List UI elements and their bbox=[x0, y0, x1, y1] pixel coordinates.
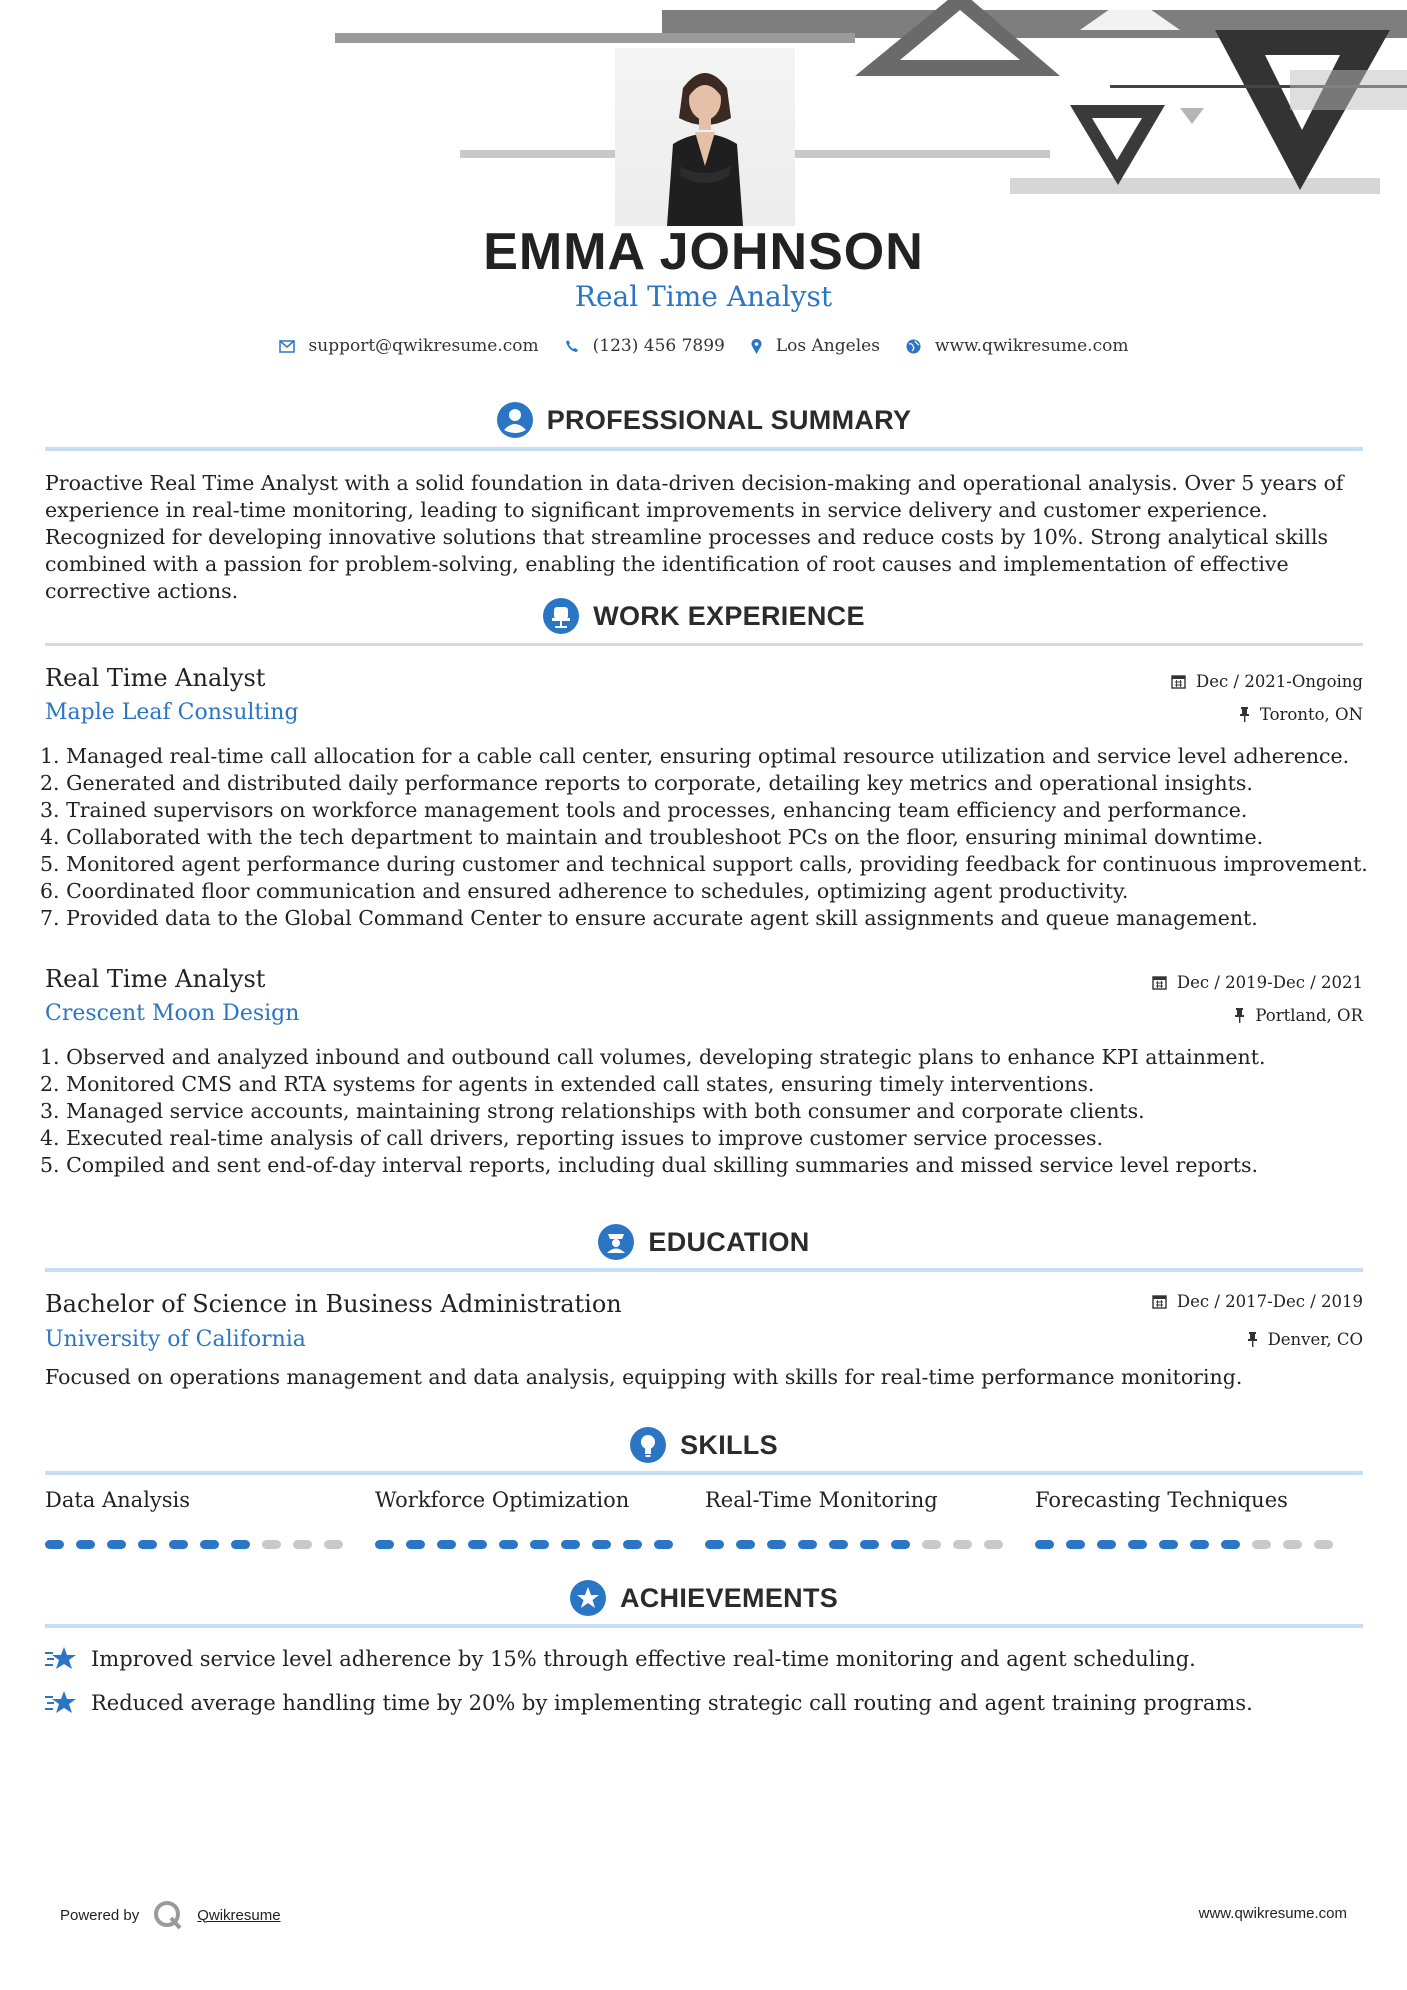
globe-icon bbox=[906, 339, 921, 354]
job-1-bullets bbox=[40, 743, 1370, 932]
list-item: 3. Managed service accounts, maintaining strong relationships with both consumer and corporate clients. bbox=[40, 1099, 1145, 1123]
list-item: 5. Compiled and sent end-of-day interval reports, including dual skilling summaries and missed service level reports. bbox=[40, 1153, 1258, 1177]
achievements-rule bbox=[45, 1624, 1363, 1628]
skill-level bbox=[45, 1540, 375, 1549]
skill-dot-filled bbox=[736, 1540, 755, 1549]
skill-dot-filled bbox=[138, 1540, 157, 1549]
skill-dot-filled bbox=[891, 1540, 910, 1549]
star-badge-icon bbox=[570, 1580, 606, 1616]
achievement-item: Improved service level adherence by 15% through effective real-time monitoring and agent scheduling. bbox=[45, 1645, 1196, 1673]
pin-icon bbox=[1247, 1332, 1258, 1347]
education-heading: EDUCATION bbox=[45, 1224, 1363, 1260]
skill-dot-filled bbox=[1035, 1540, 1054, 1549]
list-item: 2. Generated and distributed daily performance reports to corporate, detailing key metrics and operational insights. bbox=[40, 771, 1253, 795]
skill-dot-filled bbox=[592, 1540, 611, 1549]
list-item: 7. Provided data to the Global Command Center to ensure accurate agent skill assignments and queue management. bbox=[40, 906, 1258, 930]
job-1-company: Maple Leaf Consulting bbox=[45, 700, 299, 725]
envelope-icon bbox=[279, 340, 295, 353]
skill-dot-filled bbox=[654, 1540, 673, 1549]
skill-dot-empty bbox=[1314, 1540, 1333, 1549]
summary-rule bbox=[45, 447, 1363, 451]
job-2-company: Crescent Moon Design bbox=[45, 1001, 300, 1026]
calendar-icon bbox=[1152, 975, 1167, 990]
skill-dot-filled bbox=[1066, 1540, 1085, 1549]
education-degree: Bachelor of Science in Business Administration bbox=[45, 1290, 622, 1318]
education-location: Denver, CO bbox=[1247, 1330, 1363, 1349]
pin-icon bbox=[1234, 1008, 1245, 1023]
skill-dot-filled bbox=[798, 1540, 817, 1549]
skill-dot-empty bbox=[984, 1540, 1003, 1549]
calendar-icon bbox=[1152, 1294, 1167, 1309]
skill-dot-filled bbox=[1190, 1540, 1209, 1549]
candidate-name: EMMA JOHNSON bbox=[483, 223, 924, 281]
skill-level bbox=[1035, 1540, 1365, 1549]
skill-dot-empty bbox=[293, 1540, 312, 1549]
footer-powered-by: Powered by Qwikresume bbox=[60, 1900, 281, 1930]
skill-dot-filled bbox=[860, 1540, 879, 1549]
skill-name: Real-Time Monitoring bbox=[705, 1488, 938, 1512]
list-item: 3. Trained supervisors on workforce management tools and processes, enhancing team efficiency and performance. bbox=[40, 798, 1248, 822]
contact-website[interactable]: www.qwikresume.com bbox=[906, 336, 1129, 356]
contact-location: Los Angeles bbox=[751, 336, 880, 356]
map-pin-icon bbox=[751, 339, 762, 354]
experience-rule bbox=[45, 643, 1363, 646]
shooting-star-icon bbox=[45, 1689, 77, 1717]
skill-dot-filled bbox=[107, 1540, 126, 1549]
skill-dot-filled bbox=[200, 1540, 219, 1549]
skill-dot-empty bbox=[953, 1540, 972, 1549]
skill-dot-filled bbox=[530, 1540, 549, 1549]
skill-dot-filled bbox=[1159, 1540, 1178, 1549]
skill-dot-empty bbox=[262, 1540, 281, 1549]
list-item: 6. Coordinated floor communication and ensured adherence to schedules, optimizing agent productivity. bbox=[40, 879, 1129, 903]
pin-icon bbox=[1239, 707, 1250, 722]
education-school: University of California bbox=[45, 1327, 306, 1352]
skill-dot-filled bbox=[406, 1540, 425, 1549]
summary-text: Proactive Real Time Analyst with a solid foundation in data-driven decision-making and operational analysis. Over 5 years of experience in real-time monitoring, leading to significant improvements in service delivery and customer experience. Recognized for developing innovative solutions that streamline processes and reduce costs by 10%. Strong analytical skills combined with a passion for problem-solving, enabling the identification of root causes and implementation of effective corrective actions. bbox=[45, 471, 1344, 603]
skill-item bbox=[45, 1488, 375, 1549]
skill-dot-filled bbox=[705, 1540, 724, 1549]
skill-dot-filled bbox=[437, 1540, 456, 1549]
summary-heading: PROFESSIONAL SUMMARY bbox=[45, 402, 1363, 438]
contact-phone[interactable]: (123) 456 7899 bbox=[565, 336, 725, 356]
qwikresume-logo-icon bbox=[153, 1900, 183, 1930]
skill-level bbox=[705, 1540, 1035, 1549]
education-description: Focused on operations management and data analysis, equipping with skills for real-time performance monitoring. bbox=[45, 1365, 1243, 1389]
candidate-title: Real Time Analyst bbox=[574, 280, 833, 313]
lightbulb-icon bbox=[630, 1427, 666, 1463]
phone-icon bbox=[565, 339, 579, 353]
briefcase-chair-icon bbox=[543, 598, 579, 634]
contact-bar bbox=[0, 336, 1407, 356]
job-2-dates: Dec / 2019-Dec / 2021 bbox=[1152, 973, 1363, 992]
user-icon bbox=[497, 402, 533, 438]
job-2-bullets bbox=[40, 1044, 1370, 1179]
job-1-title: Real Time Analyst bbox=[45, 664, 266, 692]
skill-item bbox=[375, 1488, 705, 1549]
education-dates: Dec / 2017-Dec / 2019 bbox=[1152, 1292, 1363, 1311]
job-1-dates: Dec / 2021-Ongoing bbox=[1171, 672, 1363, 691]
skill-dot-filled bbox=[375, 1540, 394, 1549]
skill-dot-filled bbox=[829, 1540, 848, 1549]
skill-name: Forecasting Techniques bbox=[1035, 1488, 1288, 1512]
qwikresume-link[interactable]: Qwikresume bbox=[197, 1906, 281, 1924]
skill-dot-filled bbox=[231, 1540, 250, 1549]
footer-website[interactable]: www.qwikresume.com bbox=[1198, 1905, 1347, 1922]
profile-photo bbox=[615, 48, 795, 226]
job-2-location: Portland, OR bbox=[1234, 1006, 1363, 1025]
skill-level bbox=[375, 1540, 705, 1549]
skill-name: Workforce Optimization bbox=[375, 1488, 630, 1512]
job-1-location: Toronto, ON bbox=[1239, 705, 1363, 724]
calendar-icon bbox=[1171, 674, 1186, 689]
skill-item bbox=[705, 1488, 1035, 1549]
list-item: 1. Observed and analyzed inbound and outbound call volumes, developing strategic plans to enhance KPI attainment. bbox=[40, 1045, 1266, 1069]
list-item: 4. Collaborated with the tech department to maintain and troubleshoot PCs on the floor, ensuring minimal downtime. bbox=[40, 825, 1264, 849]
skills-heading: SKILLS bbox=[45, 1427, 1363, 1463]
skill-item bbox=[1035, 1488, 1365, 1549]
achievement-item: Reduced average handling time by 20% by implementing strategic call routing and agent training programs. bbox=[45, 1689, 1253, 1717]
skill-dot-filled bbox=[45, 1540, 64, 1549]
job-2-title: Real Time Analyst bbox=[45, 965, 266, 993]
skill-dot-filled bbox=[767, 1540, 786, 1549]
skill-dot-filled bbox=[623, 1540, 642, 1549]
graduation-icon bbox=[598, 1224, 634, 1260]
skill-dot-filled bbox=[76, 1540, 95, 1549]
skills-list bbox=[45, 1488, 1365, 1549]
skill-dot-empty bbox=[922, 1540, 941, 1549]
skill-name: Data Analysis bbox=[45, 1488, 191, 1512]
skill-dot-filled bbox=[1097, 1540, 1116, 1549]
list-item: 5. Monitored agent performance during customer and technical support calls, providing feedback for continuous improvement. bbox=[40, 852, 1368, 876]
skill-dot-filled bbox=[468, 1540, 487, 1549]
skill-dot-empty bbox=[1283, 1540, 1302, 1549]
skill-dot-filled bbox=[1221, 1540, 1240, 1549]
skill-dot-filled bbox=[1128, 1540, 1147, 1549]
list-item: 2. Monitored CMS and RTA systems for agents in extended call states, ensuring timely interventions. bbox=[40, 1072, 1095, 1096]
experience-heading: WORK EXPERIENCE bbox=[45, 598, 1363, 634]
list-item: 1. Managed real-time call allocation for a cable call center, ensuring optimal resource utilization and service level adherence. bbox=[40, 744, 1350, 768]
skill-dot-filled bbox=[169, 1540, 188, 1549]
education-rule bbox=[45, 1268, 1363, 1272]
skill-dot-empty bbox=[1252, 1540, 1271, 1549]
skill-dot-empty bbox=[324, 1540, 343, 1549]
list-item: 4. Executed real-time analysis of call drivers, reporting issues to improve customer service processes. bbox=[40, 1126, 1104, 1150]
skills-rule bbox=[45, 1471, 1363, 1475]
achievements-heading: ACHIEVEMENTS bbox=[45, 1580, 1363, 1616]
skill-dot-filled bbox=[499, 1540, 518, 1549]
shooting-star-icon bbox=[45, 1645, 77, 1673]
contact-email[interactable]: support@qwikresume.com bbox=[279, 336, 539, 356]
skill-dot-filled bbox=[561, 1540, 580, 1549]
